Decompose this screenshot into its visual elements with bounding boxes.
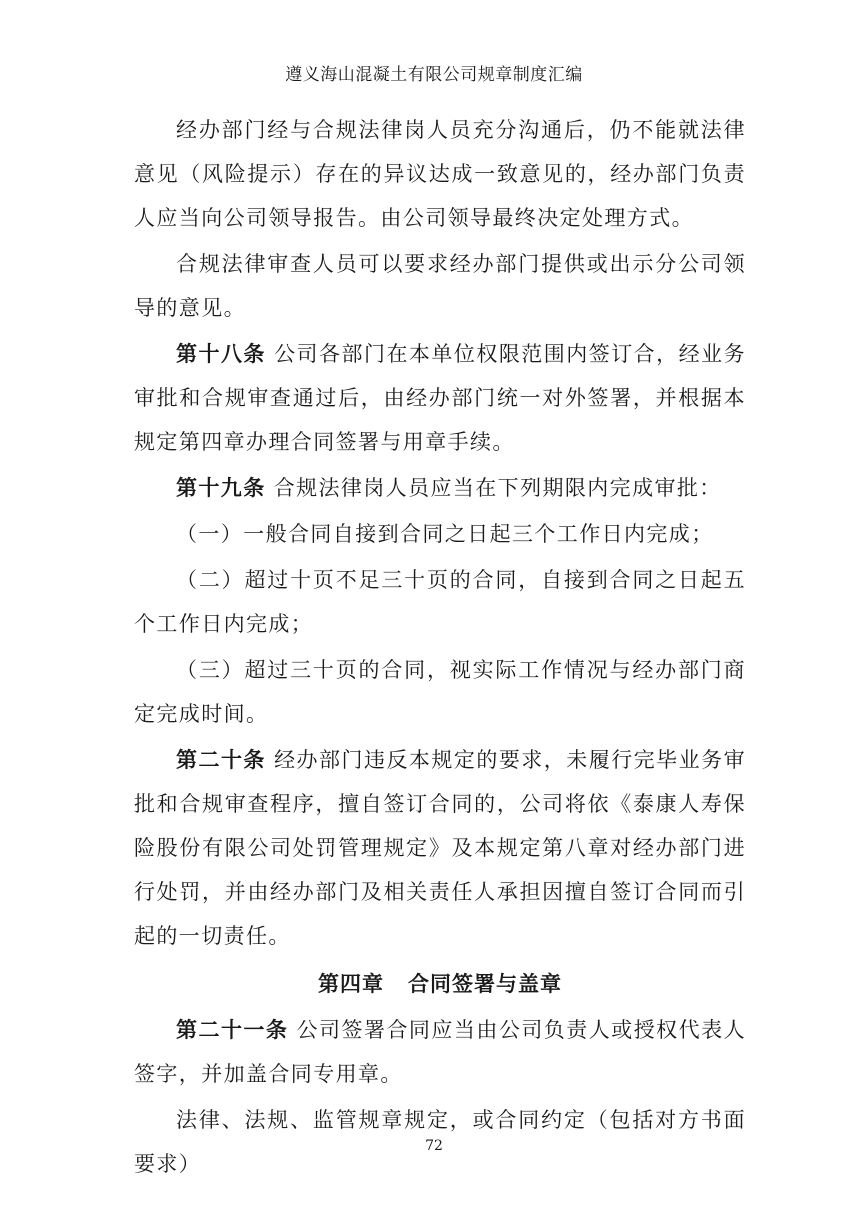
document-body [134, 108, 746, 1188]
article-text: 公司签署合同应当由公司负责人或授权代表人签字，并加盖合同专用章。 [134, 1018, 747, 1086]
list-item: （三）超过三十页的合同，视实际工作情况与经办部门商定完成时间。 [134, 658, 746, 726]
paragraph: 经办部门经与合规法律岗人员充分沟通后，仍不能就法律意见（风险提示）存在的异议达成一致意见的，经办部门负责人应当向公司领导报告。由公司领导最终决定处理方式。 [134, 118, 746, 230]
article-text: 合规法律岗人员应当在下列期限内完成审批： [273, 476, 722, 500]
chapter-number: 第四章 [318, 971, 384, 996]
article-paragraph [134, 332, 746, 464]
article-text: 公司各部门在本单位权限范围内签订合，经业务审批和合规审查通过后，由经办部门统一对外签署，并根据本规定第四章办理合同签署与用章手续。 [134, 342, 746, 454]
page-header: 遵义海山混凝土有限公司规章制度汇编 [285, 65, 583, 85]
chapter-title: 合同签署与盖章 [408, 971, 562, 996]
list-item: （二）超过十页不足三十页的合同，自接到合同之日起五个工作日内完成； [134, 568, 746, 636]
article-paragraph [134, 466, 746, 510]
paragraph: 合规法律审查人员可以要求经办部门提供或出示分公司领导的意见。 [134, 252, 746, 320]
paragraph: 法律、法规、监管规章规定，或合同约定（包括对方书面要求） [134, 1108, 746, 1176]
list-item: （一）一般合同自接到合同之日起三个工作日内完成； [176, 522, 714, 546]
article-paragraph [134, 1008, 746, 1096]
page-number: 72 [425, 1138, 443, 1154]
article-number: 第十八条 [176, 341, 266, 366]
article-text: 经办部门违反本规定的要求，未履行完毕业务审批和合规审查程序，擅自签订合同的，公司将依《泰康人寿保险股份有限公司处罚管理规定》及本规定第八章对经办部门进行处罚，并由经办部门及相关责任人承担因擅自签订合同而引起的一切责任。 [134, 748, 746, 948]
article-number: 第二十条 [176, 747, 266, 772]
article-number: 第二十一条 [176, 1017, 289, 1042]
article-paragraph [134, 738, 746, 958]
chapter-heading [134, 962, 746, 1006]
article-number: 第十九条 [176, 475, 266, 500]
